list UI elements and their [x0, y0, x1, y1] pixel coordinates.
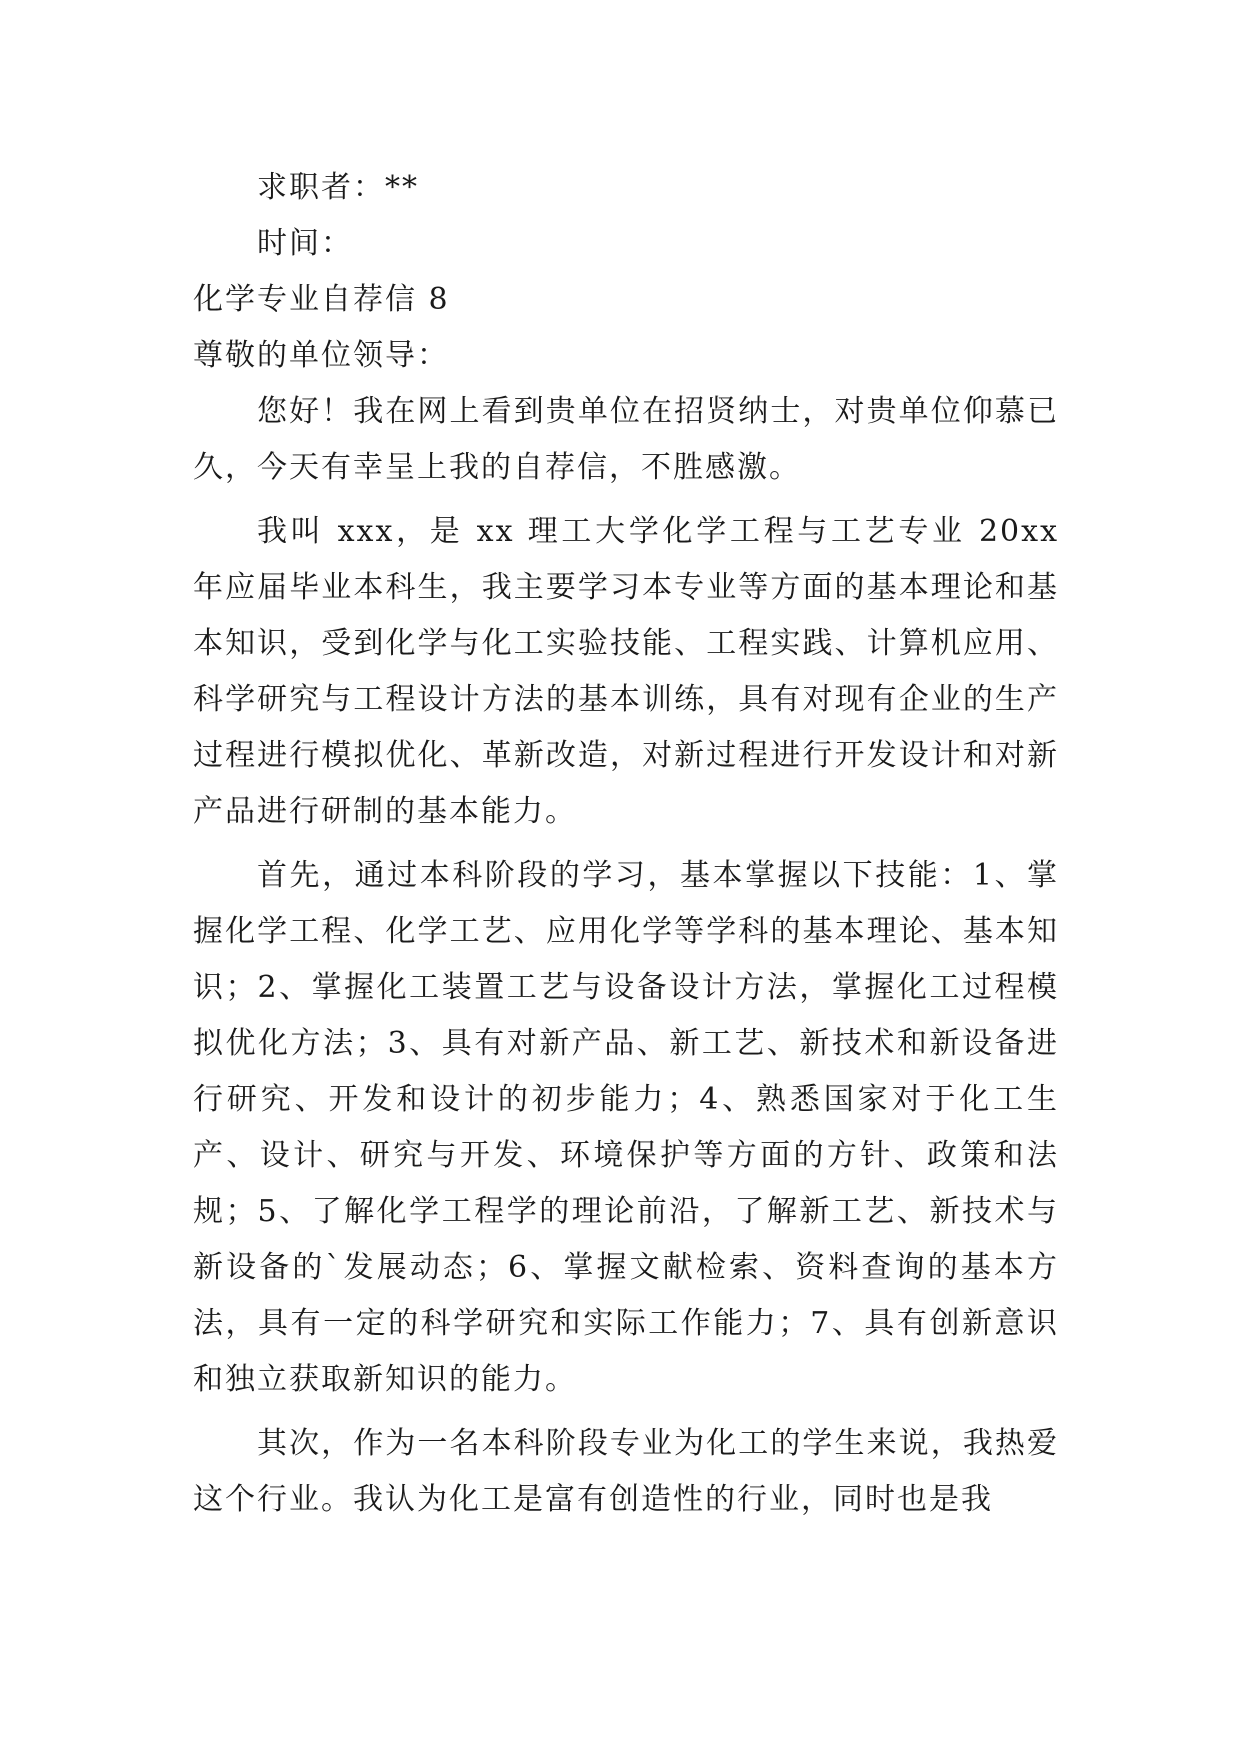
paragraph-motivation: 其次，作为一名本科阶段专业为化工的学生来说，我热爱这个行业。我认为化工是富有创造性的行业，同时也是我 — [193, 1426, 1059, 1517]
paragraph-gap — [193, 496, 1059, 504]
paragraph-introduction: 我叫 xxx，是 xx 理工大学化学工程与工艺专业 20xx 年应届毕业本科生，我主要学习本专业等方面的基本理论和基本知识，受到化学与化工实验技能、工程实践、计算机应用、科学研究与工程设计方法的基本训练，具有对现有企业的生产过程进行模拟优化、革新改造，对新过程进行开发设计和对新产品进行研制的基本能力。 — [193, 514, 1059, 829]
paragraph-gap — [193, 1408, 1059, 1416]
paragraph-skills: 首先，通过本科阶段的学习，基本掌握以下技能：1、掌握化学工程、化学工艺、应用化学等学科的基本理论、基本知识；2、掌握化工装置工艺与设备设计方法，掌握化工过程模拟优化方法；3、具有对新产品、新工艺、新技术和新设备进行研究、开发和设计的初步能力；4、熟悉国家对于化工生产、设计、研究与开发、环境保护等方面的方针、政策和法规；5、了解化学工程学的理论前沿，了解新工艺、新技术与新设备的`发展动态；6、掌握文献检索、资料查询的基本方法，具有一定的科学研究和实际工作能力；7、具有创新意识和独立获取新知识的能力。 — [193, 858, 1059, 1397]
paragraph-greeting: 您好！我在网上看到贵单位在招贤纳士，对贵单位仰慕已久，今天有幸呈上我的自荐信，不胜感激。 — [193, 394, 1059, 485]
paragraph-gap — [193, 840, 1059, 848]
document-body — [193, 160, 1059, 1528]
applicant-line: 求职者：** — [257, 170, 419, 205]
salutation: 尊敬的单位领导： — [193, 338, 449, 373]
date-line: 时间： — [257, 226, 353, 261]
document-title: 化学专业自荐信 8 — [193, 282, 450, 317]
